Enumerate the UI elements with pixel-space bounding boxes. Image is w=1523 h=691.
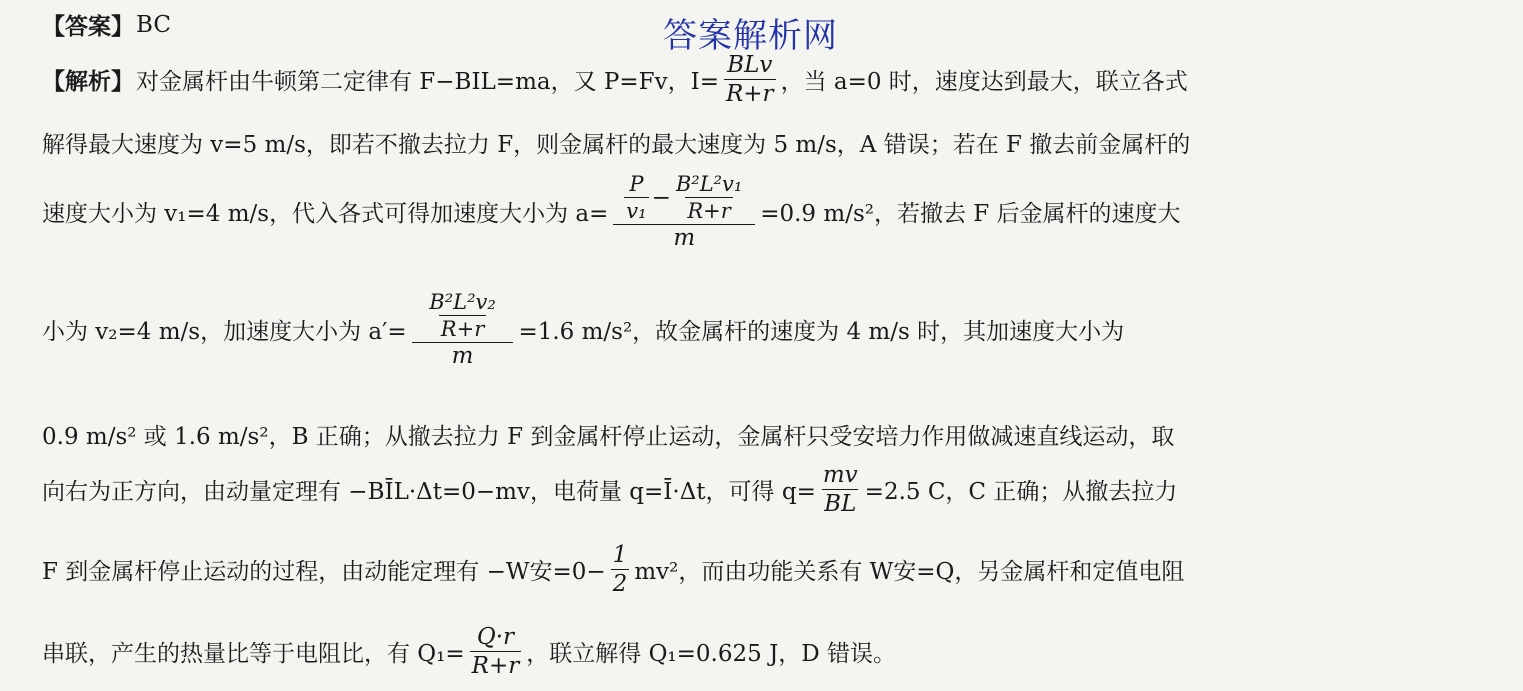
analysis-line-6 [42, 462, 1473, 517]
answer-line [42, 8, 1473, 41]
text-segment: 对金属杆由牛顿第二定律有 F−BIL=ma，又 P=Fv，I= [136, 69, 719, 95]
analysis-line-7 [42, 542, 1473, 597]
analysis-line-3 [42, 172, 1473, 251]
text-segment: ，当 a=0 时，速度达到最大，联立各式 [780, 69, 1188, 95]
fraction-b2l2v1 [674, 172, 745, 223]
watermark-text: 答案解析网 [663, 16, 838, 56]
fraction-denominator: m [613, 224, 755, 251]
text-segment: F 到金属杆停止运动的过程，由动能定理有 −W安=0− [42, 559, 606, 585]
fraction-numerator [619, 172, 749, 224]
analysis-line-8 [42, 624, 1473, 679]
fraction-numerator [422, 290, 503, 342]
fraction-numerator: P [629, 172, 644, 196]
fraction-denominator: v₁ [626, 199, 647, 223]
answer-value: BC [136, 11, 171, 38]
fraction-denominator: m [412, 342, 514, 369]
fraction-numerator: BLv [727, 52, 773, 78]
text-segment: =0.9 m/s²，若撤去 F 后金属杆的速度大 [760, 201, 1181, 227]
text-segment: ，联立解得 Q₁=0.625 J，D 错误。 [526, 641, 897, 667]
text-segment: 小为 v₂=4 m/s，加速度大小为 a′= [42, 319, 407, 345]
answer-tag: 【答案】 [42, 14, 134, 40]
text-segment: 解得最大速度为 v=5 m/s，即若不撤去拉力 F，则金属杆的最大速度为 5 m/s，A 错误；若在 F 撤去前金属杆的 [42, 132, 1191, 158]
analysis-line-1 [42, 52, 1473, 107]
fraction-denominator: R+r [725, 81, 774, 107]
text-segment: 0.9 m/s² 或 1.6 m/s²，B 正确；从撤去拉力 F 到金属杆停止运动，金属杆只受安培力作用做减速直线运动，取 [42, 424, 1175, 450]
fraction-acceleration-a-prime [412, 290, 514, 369]
fraction-numerator: mv [822, 462, 858, 488]
text-segment: =2.5 C，C 正确；从撤去拉力 [864, 479, 1178, 505]
analysis-line-4 [42, 290, 1473, 369]
fraction-denominator: R+r [471, 653, 520, 679]
analysis-line-5 [42, 418, 1473, 451]
text-segment: =1.6 m/s²，故金属杆的速度为 4 m/s 时，其加速度大小为 [518, 319, 1125, 345]
fraction-numerator: B²L²v₁ [675, 172, 743, 196]
analysis-line-2 [42, 126, 1473, 159]
text-segment: 向右为正方向，由动量定理有 −BĪL·Δt=0−mv，电荷量 q=Ī·Δt，可得 q= [42, 479, 816, 505]
fraction-current [724, 52, 776, 107]
fraction-denominator: R+r [687, 199, 731, 223]
fraction-acceleration-a [613, 172, 755, 251]
fraction-denominator: BL [824, 491, 857, 517]
text-segment: 串联，产生的热量比等于电阻比，有 Q₁= [42, 641, 465, 667]
fraction-denominator: R+r [440, 317, 485, 341]
fraction-numerator: 1 [612, 542, 628, 568]
fraction-denominator: 2 [612, 571, 628, 597]
text-segment: mv²，而由功能关系有 W安=Q，另金属杆和定值电阻 [634, 559, 1185, 585]
text-segment: 速度大小为 v₁=4 m/s，代入各式可得加速度大小为 a= [42, 201, 609, 227]
fraction-charge [821, 462, 860, 517]
analysis-tag: 【解析】 [42, 69, 134, 95]
fraction-numerator: Q·r [476, 624, 515, 650]
fraction-one-half [611, 542, 630, 597]
fraction-p-over-v1 [624, 172, 648, 223]
minus-sign: − [651, 184, 671, 211]
fraction-numerator: B²L²v₂ [429, 290, 496, 314]
fraction-b2l2v2 [427, 290, 498, 341]
fraction-heat [470, 624, 522, 679]
